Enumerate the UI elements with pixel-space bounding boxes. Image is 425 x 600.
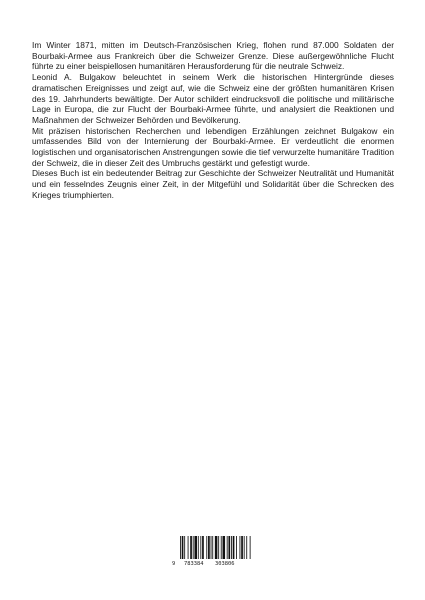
blurb-paragraph: Leonid A. Bulgakow beleuchtet in seinem Werk die historischen Hintergründe dieses dramatischen Ereignisses und zeigt auf, wie die Schweiz eine der größten humanitären Krisen des 19. Jahrhunderts bewältigte. Der Autor schildert eindrucksvoll die politische und militärische Lage in Europa, die zur Flucht der Bourbaki-Armee führte, und analysiert die Reaktionen und Maßnahmen der Schweizer Behörden und Bevölkerung. xyxy=(32,72,394,125)
blurb-paragraph: Mit präzisen historischen Recherchen und lebendigen Erzählungen zeichnet Bulgakow ein umfassendes Bild von der Internierung der Bourbaki-Armee. Er verdeutlicht die enormen logistischen und organisatorischen Anstrengungen sowie die tief verwurzelte humanitäre Tradition der Schweiz, die in dieser Zeit des Umbruchs gestärkt und gefestigt wurde. xyxy=(32,125,394,168)
blurb-paragraph: Im Winter 1871, mitten im Deutsch-Französischen Krieg, flohen rund 87.000 Soldaten der Bourbaki-Armee aus Frankreich über die Schweizer Grenze. Diese außergewöhnliche Flucht führte zu einer beispiellosen humanitären Herausforderung für die neutrale Schweiz. xyxy=(32,40,394,72)
isbn-digits-right: 303806 xyxy=(215,561,235,567)
isbn-digits-left: 783384 xyxy=(184,561,204,567)
isbn-number xyxy=(171,559,255,569)
isbn-digit-first: 9 xyxy=(172,561,176,567)
blurb-paragraph: Dieses Buch ist ein bedeutender Beitrag zur Geschichte der Schweizer Neutralität und Humanität und ein fesselndes Zeugnis einer Zeit, in der Mitgefühl und Solidarität über die Schrecken des Krieges triumphierten. xyxy=(32,168,394,200)
isbn-barcode xyxy=(171,535,255,569)
back-cover-blurb xyxy=(32,40,394,201)
